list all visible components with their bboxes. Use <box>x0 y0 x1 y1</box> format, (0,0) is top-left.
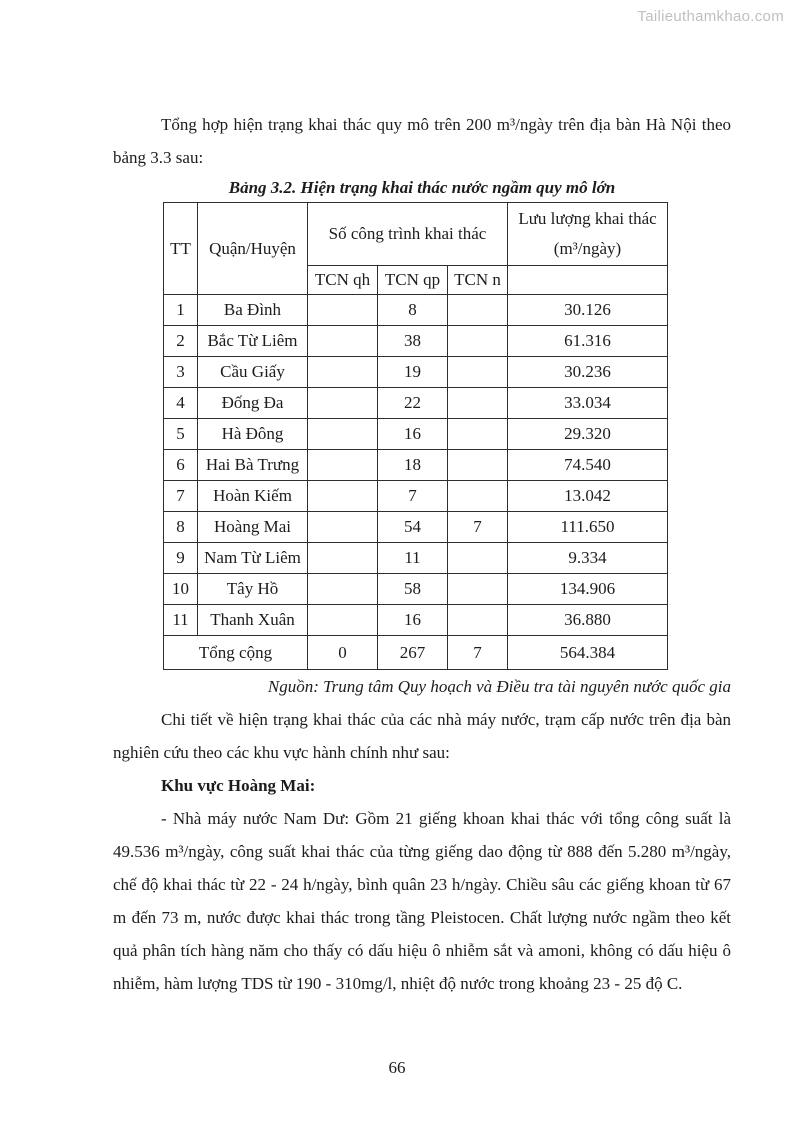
cell-tcn-n <box>448 388 508 419</box>
header-flow-empty <box>508 266 668 295</box>
table-title: Bảng 3.2. Hiện trạng khai thác nước ngầm quy mô lớn <box>228 178 616 197</box>
cell-district: Đống Đa <box>198 388 308 419</box>
cell-tcn-qh <box>308 512 378 543</box>
page-content <box>113 108 731 1000</box>
cell-tcn-qh <box>308 574 378 605</box>
table-row <box>164 357 668 388</box>
cell-tcn-n <box>448 574 508 605</box>
total-label: Tổng cộng <box>164 636 308 670</box>
cell-tcn-qh <box>308 419 378 450</box>
cell-tt: 6 <box>164 450 198 481</box>
cell-tt: 4 <box>164 388 198 419</box>
cell-district: Nam Từ Liêm <box>198 543 308 574</box>
cell-district: Hà Đông <box>198 419 308 450</box>
cell-tcn-n <box>448 605 508 636</box>
header-flow: Lưu lượng khai thác (m³/ngày) <box>508 203 668 266</box>
cell-tcn-n <box>448 450 508 481</box>
cell-district: Hoàng Mai <box>198 512 308 543</box>
cell-tcn-qp: 16 <box>378 419 448 450</box>
table-row <box>164 388 668 419</box>
cell-tcn-qh <box>308 326 378 357</box>
cell-tcn-qp: 18 <box>378 450 448 481</box>
cell-tt: 5 <box>164 419 198 450</box>
table-row <box>164 512 668 543</box>
cell-flow: 74.540 <box>508 450 668 481</box>
table-row <box>164 481 668 512</box>
cell-tcn-n <box>448 543 508 574</box>
cell-flow: 13.042 <box>508 481 668 512</box>
cell-tcn-qp: 58 <box>378 574 448 605</box>
table-row <box>164 574 668 605</box>
cell-district: Bắc Từ Liêm <box>198 326 308 357</box>
cell-tt: 3 <box>164 357 198 388</box>
intro-paragraph: Tổng hợp hiện trạng khai thác quy mô trên 200 m³/ngày trên địa bàn Hà Nội theo bảng 3.3 sau: <box>113 115 731 167</box>
cell-district: Thanh Xuân <box>198 605 308 636</box>
cell-tcn-n <box>448 326 508 357</box>
cell-flow: 29.320 <box>508 419 668 450</box>
cell-tcn-qp: 8 <box>378 295 448 326</box>
cell-tcn-qp: 54 <box>378 512 448 543</box>
cell-tcn-n: 7 <box>448 512 508 543</box>
table-row <box>164 543 668 574</box>
cell-district: Tây Hồ <box>198 574 308 605</box>
cell-tt: 10 <box>164 574 198 605</box>
cell-tcn-n <box>448 295 508 326</box>
cell-flow: 36.880 <box>508 605 668 636</box>
cell-tcn-qh <box>308 357 378 388</box>
cell-tcn-qp: 19 <box>378 357 448 388</box>
cell-district: Cầu Giấy <box>198 357 308 388</box>
table-row <box>164 295 668 326</box>
area-heading: Khu vực Hoàng Mai: <box>161 776 316 795</box>
cell-district: Hoàn Kiếm <box>198 481 308 512</box>
watermark: Tailieuthamkhao.com <box>637 8 784 25</box>
exploitation-table <box>163 202 668 670</box>
cell-tcn-qh <box>308 605 378 636</box>
cell-flow: 134.906 <box>508 574 668 605</box>
page-number: 66 <box>388 1058 406 1077</box>
cell-tt: 2 <box>164 326 198 357</box>
cell-flow: 33.034 <box>508 388 668 419</box>
total-flow: 564.384 <box>508 636 668 670</box>
cell-tcn-qp: 11 <box>378 543 448 574</box>
table-header-row-1 <box>164 203 668 266</box>
header-tcn-qh: TCN qh <box>308 266 378 295</box>
table-source: Nguồn: Trung tâm Quy hoạch và Điều tra tài nguyên nước quốc gia <box>267 677 731 696</box>
cell-tcn-qh <box>308 450 378 481</box>
cell-district: Hai Bà Trưng <box>198 450 308 481</box>
cell-flow: 30.126 <box>508 295 668 326</box>
cell-flow: 61.316 <box>508 326 668 357</box>
cell-tcn-qh <box>308 388 378 419</box>
cell-tt: 1 <box>164 295 198 326</box>
cell-tcn-qp: 38 <box>378 326 448 357</box>
cell-tcn-qh <box>308 481 378 512</box>
header-tt: TT <box>164 203 198 295</box>
cell-flow: 111.650 <box>508 512 668 543</box>
cell-tcn-qh <box>308 543 378 574</box>
table-row <box>164 450 668 481</box>
cell-tcn-qp: 22 <box>378 388 448 419</box>
header-district: Quận/Huyện <box>198 203 308 295</box>
header-tcn-n: TCN n <box>448 266 508 295</box>
cell-flow: 30.236 <box>508 357 668 388</box>
header-tcn-qp: TCN qp <box>378 266 448 295</box>
namdu-paragraph: - Nhà máy nước Nam Dư: Gồm 21 giếng khoan khai thác với tổng công suất là 49.536 m³/ngày, công suất khai thác của từng giếng dao động từ 888 đến 5.280 m³/ngày, chế độ khai thác từ 22 - 24 h/ngày, bình quân 23 h/ngày. Chiều sâu các giếng khoan từ 67 m đến 73 m, nước được khai thác trong tầng Pleistocen. Chất lượng nước ngầm theo kết quả phân tích hàng năm cho thấy có dấu hiệu ô nhiễm sắt và amoni, không có dấu hiệu ô nhiễm, hàm lượng TDS từ 190 - 310mg/l, nhiệt độ nước trong khoảng 23 - 25 độ C. <box>113 809 731 993</box>
total-tcn-n: 7 <box>448 636 508 670</box>
cell-tcn-n <box>448 419 508 450</box>
cell-district: Ba Đình <box>198 295 308 326</box>
cell-tcn-qh <box>308 295 378 326</box>
table-total-row <box>164 636 668 670</box>
table-row <box>164 419 668 450</box>
header-group: Số công trình khai thác <box>308 203 508 266</box>
table-row <box>164 326 668 357</box>
total-tcn-qp: 267 <box>378 636 448 670</box>
cell-tcn-n <box>448 357 508 388</box>
detail-paragraph: Chi tiết về hiện trạng khai thác của các nhà máy nước, trạm cấp nước trên địa bàn nghiên cứu theo các khu vực hành chính như sau: <box>113 710 731 762</box>
cell-tt: 11 <box>164 605 198 636</box>
cell-tt: 8 <box>164 512 198 543</box>
cell-tcn-qp: 7 <box>378 481 448 512</box>
cell-tcn-n <box>448 481 508 512</box>
table-row <box>164 605 668 636</box>
total-tcn-qh: 0 <box>308 636 378 670</box>
cell-flow: 9.334 <box>508 543 668 574</box>
cell-tt: 9 <box>164 543 198 574</box>
cell-tcn-qp: 16 <box>378 605 448 636</box>
cell-tt: 7 <box>164 481 198 512</box>
